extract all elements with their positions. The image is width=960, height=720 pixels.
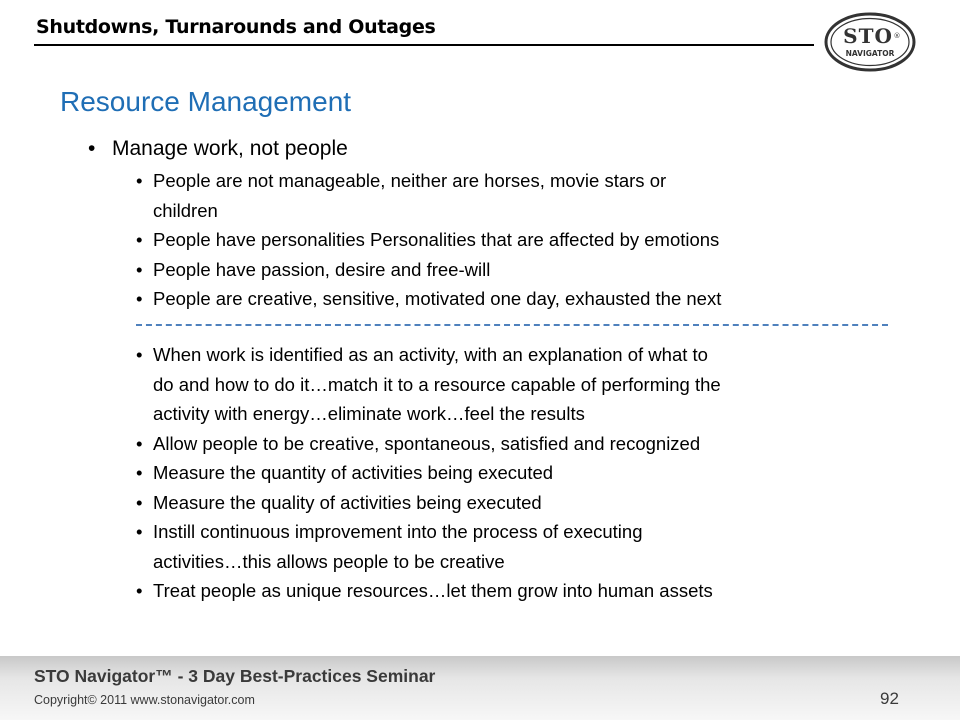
bullet-dot-icon: •	[136, 580, 143, 601]
logo-main-text: STO	[843, 24, 893, 48]
bullet-dot-icon: •	[136, 462, 143, 483]
list-item-text: Treat people as unique resources…let them grow into human assets	[153, 580, 713, 601]
list-item-text: activity with energy…eliminate work…feel the results	[153, 403, 585, 424]
list-item-text: children	[153, 199, 218, 221]
list-item-text: Measure the quantity of activities being executed	[153, 462, 554, 483]
dashed-divider	[136, 324, 888, 326]
bullet-dot-icon: •	[136, 344, 143, 365]
slide-title: Resource Management	[60, 86, 352, 117]
list-item	[136, 576, 906, 606]
list-item	[136, 166, 906, 225]
list-item	[136, 255, 906, 285]
bullet-dot-icon: •	[136, 432, 143, 454]
footer-title: STO Navigator™ - 3 Day Best-Practices Seminar	[34, 666, 436, 686]
header-title: Shutdowns, Turnarounds and Outages	[36, 16, 436, 38]
page-number: 92	[880, 689, 899, 708]
bullet-dot-icon: •	[136, 491, 143, 513]
list-item-text: When work is identified as an activity, with an explanation of what to	[153, 344, 708, 365]
list-item	[136, 458, 906, 488]
list-item-text: do and how to do it…match it to a resource capable of performing the	[153, 373, 721, 395]
bullet-dot-icon: •	[88, 137, 96, 160]
level1-bullet-text: Manage work, not people	[112, 137, 348, 160]
list-item-text: Instill continuous improvement into the process of executing	[153, 521, 643, 542]
footer-copyright: Copyright© 2011 www.stonavigator.com	[34, 693, 255, 707]
bullet-dot-icon: •	[136, 288, 143, 309]
bullet-dot-icon: •	[136, 170, 143, 191]
bullet-dot-icon: •	[136, 258, 143, 280]
list-item-text: Allow people to be creative, spontaneous, satisfied and recognized	[153, 432, 701, 454]
list-item	[136, 340, 906, 429]
list-item	[136, 225, 906, 255]
list-item	[136, 429, 906, 459]
list-item-text: People are not manageable, neither are horses, movie stars or	[153, 170, 667, 191]
list-item	[136, 517, 906, 576]
bullet-dot-icon: •	[136, 229, 143, 250]
bullet-dot-icon: •	[136, 521, 143, 542]
list-item-text: People have personalities Personalities that are affected by emotions	[153, 229, 720, 250]
logo-registered-mark: ®	[893, 32, 901, 40]
footer	[0, 656, 960, 720]
list-item-text: activities…this allows people to be creative	[153, 550, 505, 572]
list-item-text: Measure the quality of activities being executed	[153, 491, 542, 513]
logo-sub-text: NAVIGATOR	[845, 49, 895, 58]
list-item	[136, 488, 906, 518]
list-item	[136, 284, 906, 314]
list-item-text: People have passion, desire and free-will	[153, 258, 491, 280]
list-item-text: People are creative, sensitive, motivated one day, exhausted the next	[153, 288, 722, 309]
